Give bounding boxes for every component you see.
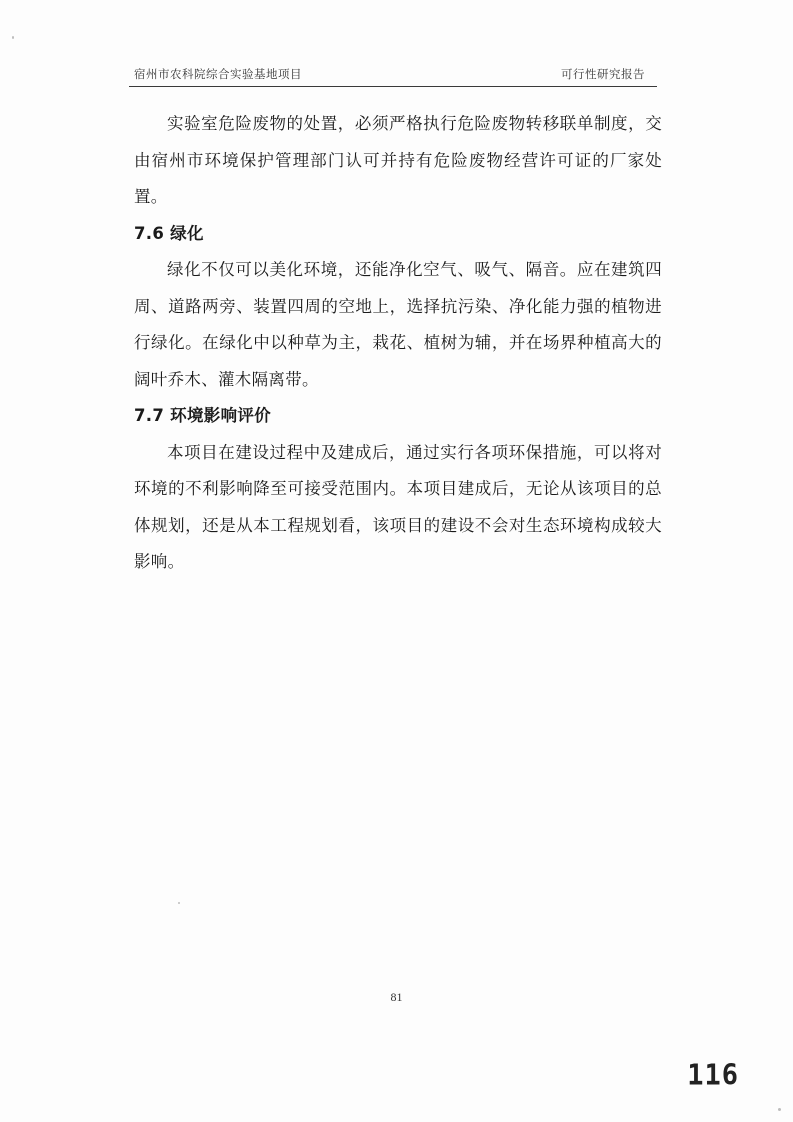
scan-speck [778, 1108, 781, 1111]
scan-speck [12, 36, 14, 39]
header-report-type: 可行性研究报告 [561, 67, 645, 81]
page-number: 81 [390, 990, 403, 1004]
section-heading-greening: 7.6 绿化 [134, 223, 204, 243]
section-heading-environmental-impact: 7.7 环境影响评价 [134, 406, 271, 425]
scan-speck [178, 902, 180, 904]
stamped-page-number: 116 [687, 1059, 739, 1092]
paragraph-hazardous-waste: 实验室危险废物的处置，必须严格执行危险废物转移联单制度，交由宿州市环境保护管理部门认可并持有危险废物经营许可证的厂家处置。 [134, 114, 662, 206]
page-body [134, 106, 662, 581]
header-project-title: 宿州市农科院综合实验基地项目 [134, 67, 302, 81]
paragraph-environmental-impact: 本项目在建设过程中及建成后，通过实行各项环保措施，可以将对环境的不利影响降至可接受范围内。本项目建成后，无论从该项目的总体规划，还是从本工程规划看，该项目的建设不会对生态环境构成较大影响。 [134, 442, 662, 571]
paragraph-greening: 绿化不仅可以美化环境，还能净化空气、吸气、隔音。应在建筑四周、道路两旁、装置四周的空地上，选择抗污染、净化能力强的植物进行绿化。在绿化中以种草为主，栽花、植树为辅，并在场界种植高大的阔叶乔木、灌木隔离带。 [134, 260, 662, 389]
header-divider [129, 86, 657, 87]
